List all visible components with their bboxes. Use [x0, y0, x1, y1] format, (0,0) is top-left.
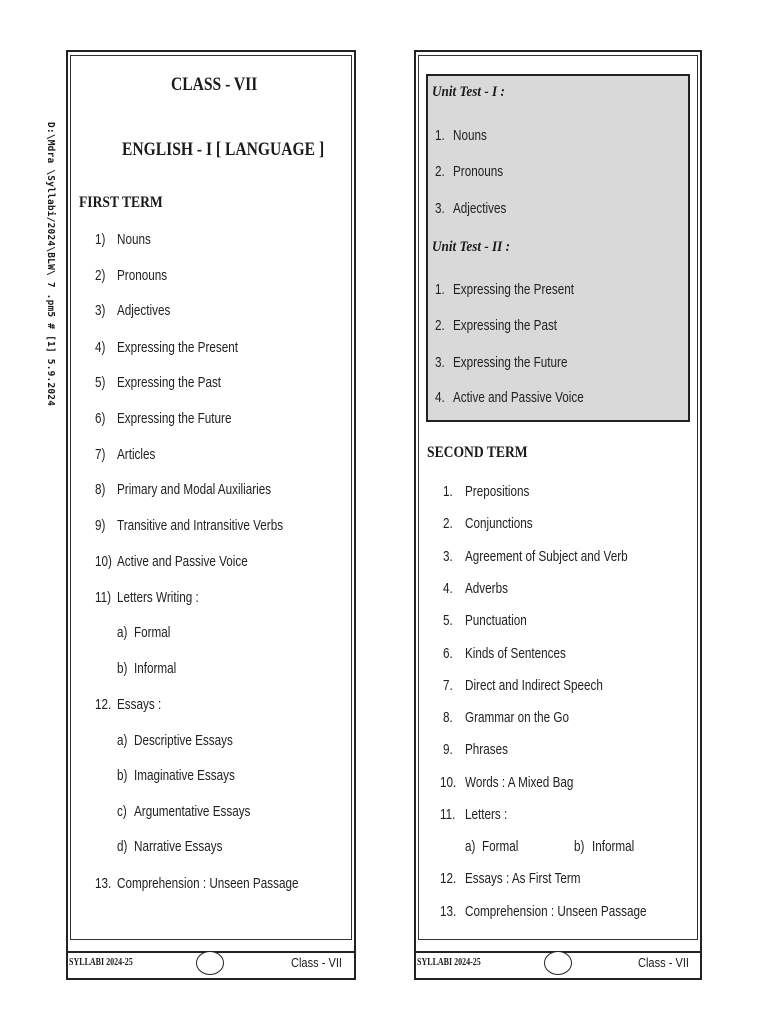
list-item: Pronouns	[117, 267, 168, 284]
list-item: Phrases	[465, 741, 508, 758]
list-item-number: 11.	[440, 806, 456, 823]
list-item: Expressing the Future	[453, 354, 568, 371]
list-item-number: 1.	[435, 127, 445, 144]
sub-item: Argumentative Essays	[134, 803, 251, 820]
list-item-number: 4.	[443, 580, 453, 597]
list-item: Nouns	[453, 127, 487, 144]
list-item: Expressing the Past	[117, 374, 222, 391]
list-item: Expressing the Past	[453, 317, 558, 334]
list-item-number: 7.	[443, 677, 453, 694]
footer-syllabi-label: SYLLABI 2024-25	[69, 957, 133, 968]
list-item: Essays : As First Term	[465, 870, 581, 887]
list-item-number: 11)	[95, 589, 112, 606]
sub-item: Informal	[134, 660, 177, 677]
list-item-number: 5)	[95, 374, 106, 391]
list-item: Comprehension : Unseen Passage	[465, 903, 647, 920]
list-item-number: 5.	[443, 612, 453, 629]
list-item-number: 12.	[440, 870, 457, 887]
sub-item: Imaginative Essays	[134, 767, 235, 784]
list-item-number: 4.	[435, 389, 445, 406]
list-item-number: 4)	[95, 339, 106, 356]
list-item-number: 10.	[440, 774, 457, 791]
list-item-number: 2.	[443, 515, 453, 532]
sub-item: Narrative Essays	[134, 838, 223, 855]
subject-title: ENGLISH - I [ LANGUAGE ]	[122, 139, 325, 160]
list-item: Direct and Indirect Speech	[465, 677, 603, 694]
page-number-circle	[196, 951, 224, 975]
list-item: Comprehension : Unseen Passage	[117, 875, 299, 892]
footer-class-label: Class - VII	[291, 955, 342, 970]
list-item-number: 6.	[443, 645, 453, 662]
list-item-number: 12.	[95, 696, 112, 713]
list-item-number: 3.	[435, 200, 445, 217]
list-item: Transitive and Intransitive Verbs	[117, 517, 284, 534]
sub-item-letter: b)	[574, 838, 585, 855]
list-item: Expressing the Present	[117, 339, 238, 356]
sub-item-letter: a)	[117, 732, 128, 749]
list-item-number: 1.	[443, 483, 453, 500]
page-number-circle	[544, 951, 572, 975]
class-title: CLASS - VII	[171, 74, 258, 95]
list-item-number: 3)	[95, 302, 106, 319]
list-item-number: 9)	[95, 517, 106, 534]
unit-test-1-heading: Unit Test - I :	[432, 84, 505, 100]
footer-syllabi-label: SYLLABI 2024-25	[417, 957, 481, 968]
sub-item: Informal	[592, 838, 635, 855]
list-item-number: 13.	[440, 903, 457, 920]
list-item-number: 13.	[95, 875, 112, 892]
second-term-heading: SECOND TERM	[427, 444, 528, 461]
file-path-note: D:\Mdra \Syllabi/2024\BLW\ 7 .pm5 # [1] 5.9.2024	[45, 122, 56, 407]
list-item-number: 2.	[435, 163, 445, 180]
list-item-number: 3.	[443, 548, 453, 565]
sub-item-letter: b)	[117, 660, 128, 677]
list-item: Essays :	[117, 696, 162, 713]
list-item: Letters Writing :	[117, 589, 199, 606]
list-item-number: 6)	[95, 410, 106, 427]
list-item-number: 8.	[443, 709, 453, 726]
sub-item-letter: b)	[117, 767, 128, 784]
list-item: Adjectives	[117, 302, 171, 319]
sub-item: Formal	[482, 838, 519, 855]
list-item-number: 9.	[443, 741, 453, 758]
list-item: Prepositions	[465, 483, 530, 500]
sub-item-letter: a)	[465, 838, 476, 855]
list-item-number: 2)	[95, 267, 106, 284]
sub-item-letter: d)	[117, 838, 128, 855]
list-item: Articles	[117, 446, 156, 463]
list-item: Nouns	[117, 231, 151, 248]
list-item: Expressing the Present	[453, 281, 574, 298]
sub-item-letter: a)	[117, 624, 128, 641]
unit-test-2-heading: Unit Test - II :	[432, 239, 510, 255]
list-item: Letters :	[465, 806, 508, 823]
list-item-number: 7)	[95, 446, 106, 463]
list-item-number: 3.	[435, 354, 445, 371]
list-item: Kinds of Sentences	[465, 645, 566, 662]
list-item: Expressing the Future	[117, 410, 232, 427]
list-item: Adverbs	[465, 580, 508, 597]
list-item-number: 1)	[95, 231, 106, 248]
list-item: Active and Passive Voice	[453, 389, 584, 406]
sub-item: Formal	[134, 624, 171, 641]
sub-item: Descriptive Essays	[134, 732, 233, 749]
list-item: Grammar on the Go	[465, 709, 570, 726]
list-item: Adjectives	[453, 200, 507, 217]
list-item: Agreement of Subject and Verb	[465, 548, 628, 565]
list-item: Active and Passive Voice	[117, 553, 248, 570]
list-item-number: 2.	[435, 317, 445, 334]
list-item: Primary and Modal Auxiliaries	[117, 481, 272, 498]
list-item: Pronouns	[453, 163, 504, 180]
list-item: Conjunctions	[465, 515, 533, 532]
list-item-number: 10)	[95, 553, 112, 570]
list-item-number: 1.	[435, 281, 445, 298]
sub-item-letter: c)	[117, 803, 127, 820]
footer-class-label: Class - VII	[638, 955, 689, 970]
first-term-heading: FIRST TERM	[79, 194, 163, 211]
list-item: Punctuation	[465, 612, 527, 629]
list-item-number: 8)	[95, 481, 106, 498]
list-item: Words : A Mixed Bag	[465, 774, 574, 791]
